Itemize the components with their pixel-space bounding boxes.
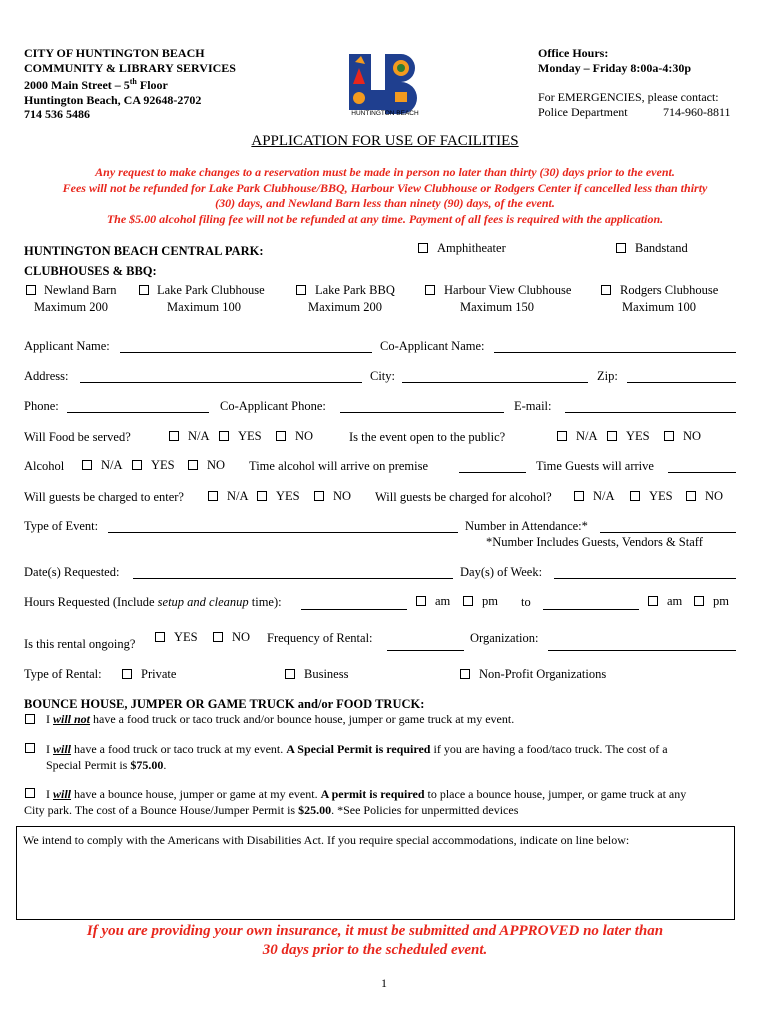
ongoing-no-label: NO: [232, 630, 251, 644]
bandstand-label: Bandstand: [635, 241, 688, 255]
end-pm-label: pm: [713, 594, 729, 608]
enter-yes-checkbox[interactable]: [257, 491, 267, 501]
newland-barn-capacity: Maximum 200: [34, 300, 108, 314]
charged-alcohol-no-checkbox[interactable]: [686, 491, 696, 501]
no-truck-checkbox[interactable]: [25, 714, 35, 724]
alcohol-no-checkbox[interactable]: [188, 460, 198, 470]
enter-no-label: NO: [333, 489, 352, 503]
alcohol-label: Alcohol: [24, 459, 65, 473]
lake-park-clubhouse-checkbox[interactable]: [139, 285, 149, 295]
org-phone: 714 536 5486: [24, 107, 90, 121]
public-no-label: NO: [683, 429, 702, 443]
hours-requested-label: Hours Requested (Include setup and cleanup time):: [24, 595, 282, 609]
bounce-house-text: I will have a bounce house, jumper or game at my event. A permit is required to place a bounce house, jumper, or game truck at any City park. The cost of a Bounce House/Jumper Permit is $25.00. *See Policies for unpermitted devices: [24, 787, 687, 817]
enter-na-checkbox[interactable]: [208, 491, 218, 501]
notice-line: (30) days, and Newland Barn less than ninety (90) days, of the event.: [215, 196, 555, 210]
public-no-checkbox[interactable]: [664, 431, 674, 441]
co-applicant-phone-label: Co-Applicant Phone:: [220, 399, 326, 413]
start-am-label: am: [435, 594, 451, 608]
charged-enter-label: Will guests be charged to enter?: [24, 490, 184, 504]
alcohol-na-label: N/A: [101, 458, 123, 472]
email-label: E-mail:: [514, 399, 552, 413]
charged-alcohol-label: Will guests be charged for alcohol?: [375, 490, 552, 504]
rodgers-clubhouse-checkbox[interactable]: [601, 285, 611, 295]
police-phone: 714-960-8811: [663, 105, 731, 119]
office-hours-value: Monday – Friday 8:00a-4:30p: [538, 61, 691, 75]
logo-caption: HUNTINGTON BEACH: [351, 110, 419, 117]
alcohol-time-label: Time alcohol will arrive on premise: [249, 459, 429, 473]
charged-alcohol-yes-label: YES: [649, 489, 673, 503]
applicant-name-label: Applicant Name:: [24, 339, 110, 353]
emergency-contact-line: For EMERGENCIES, please contact:: [538, 90, 719, 104]
attendance-field[interactable]: [600, 532, 736, 533]
lake-park-clubhouse-label: Lake Park Clubhouse: [157, 283, 265, 297]
office-hours-label: Office Hours:: [538, 46, 609, 60]
alcohol-no-label: NO: [207, 458, 226, 472]
private-checkbox[interactable]: [122, 669, 132, 679]
alcohol-na-checkbox[interactable]: [82, 460, 92, 470]
days-of-week-field[interactable]: [554, 578, 736, 579]
food-no-label: NO: [295, 429, 314, 443]
public-yes-checkbox[interactable]: [607, 431, 617, 441]
lake-park-bbq-capacity: Maximum 200: [308, 300, 382, 314]
food-truck-checkbox[interactable]: [25, 743, 35, 753]
charged-alcohol-no-label: NO: [705, 489, 724, 503]
email-field[interactable]: [565, 412, 736, 413]
lake-park-bbq-label: Lake Park BBQ: [315, 283, 395, 297]
rental-ongoing-label: Is this rental ongoing?: [24, 637, 136, 651]
zip-field[interactable]: [627, 382, 736, 383]
organization-label: Organization:: [470, 631, 539, 645]
notice-line: Fees will not be refunded for Lake Park Clubhouse/BBQ, Harbour View Clubhouse or Rodgers Center if cancelled less than thirty: [62, 180, 708, 195]
enter-no-checkbox[interactable]: [314, 491, 324, 501]
food-yes-label: YES: [238, 429, 262, 443]
charged-alcohol-na-label: N/A: [593, 489, 615, 503]
end-time-field[interactable]: [543, 609, 639, 610]
charged-alcohol-yes-checkbox[interactable]: [630, 491, 640, 501]
food-truck-text: I will have a food truck or taco truck at my event. A Special Permit is required if you are having a food/taco truck. The cost of a Special Permit is $75.00.: [46, 742, 668, 772]
insurance-line: 30 days prior to the scheduled event.: [262, 942, 488, 958]
end-pm-checkbox[interactable]: [694, 596, 704, 606]
notice-line: The $5.00 alcohol filing fee will not be refunded at any time. Payment of all fees is required with the application.: [106, 211, 664, 226]
alcohol-time-field[interactable]: [459, 472, 526, 473]
organization-field[interactable]: [548, 650, 736, 651]
bandstand-checkbox[interactable]: [616, 243, 626, 253]
co-applicant-phone-field[interactable]: [340, 412, 504, 413]
enter-na-label: N/A: [227, 489, 249, 503]
amphitheater-label: Amphitheater: [437, 241, 506, 255]
dates-requested-label: Date(s) Requested:: [24, 565, 120, 579]
co-applicant-name-label: Co-Applicant Name:: [380, 339, 485, 353]
zip-label: Zip:: [597, 369, 618, 383]
event-open-label: Is the event open to the public?: [349, 430, 506, 444]
address-field[interactable]: [80, 382, 362, 383]
food-na-checkbox[interactable]: [169, 431, 179, 441]
food-na-label: N/A: [188, 429, 210, 443]
org-address-block: [24, 46, 236, 122]
start-time-field[interactable]: [301, 609, 407, 610]
central-park-heading: HUNTINGTON BEACH CENTRAL PARK:: [24, 244, 264, 258]
public-na-checkbox[interactable]: [557, 431, 567, 441]
police-label: Police Department: [538, 105, 628, 119]
refund-notices: [0, 165, 770, 227]
food-no-checkbox[interactable]: [276, 431, 286, 441]
harbour-view-checkbox[interactable]: [425, 285, 435, 295]
alcohol-yes-checkbox[interactable]: [132, 460, 142, 470]
end-am-checkbox[interactable]: [648, 596, 658, 606]
type-of-event-field[interactable]: [108, 532, 458, 533]
address-label: Address:: [24, 369, 69, 383]
start-am-checkbox[interactable]: [416, 596, 426, 606]
rodgers-clubhouse-label: Rodgers Clubhouse: [620, 283, 719, 297]
frequency-label: Frequency of Rental:: [267, 631, 373, 645]
ada-accommodations-box[interactable]: [16, 826, 735, 920]
org-city: Huntington Beach, CA 92648-2702: [24, 92, 202, 107]
charged-alcohol-na-checkbox[interactable]: [574, 491, 584, 501]
ongoing-yes-checkbox[interactable]: [155, 632, 165, 642]
phone-label: Phone:: [24, 399, 59, 413]
no-truck-text: I will not have a food truck or taco truck and/or bounce house, jumper or game truck at my event.: [46, 712, 515, 726]
enter-yes-label: YES: [276, 489, 300, 503]
notice-line: Any request to make changes to a reservation must be made in person no later than thirty (30) days prior to the event.: [95, 165, 675, 179]
rodgers-clubhouse-capacity: Maximum 100: [622, 300, 696, 314]
co-applicant-name-field[interactable]: [494, 352, 736, 353]
insurance-notice: [0, 922, 750, 960]
food-served-label: Will Food be served?: [24, 430, 131, 444]
attendance-label: Number in Attendance:*: [465, 519, 588, 533]
city-logo: [345, 50, 425, 120]
city-label: City:: [370, 369, 396, 383]
attendance-note: *Number Includes Guests, Vendors & Staff: [486, 535, 703, 549]
page-number: 1: [381, 976, 387, 990]
frequency-field[interactable]: [387, 650, 464, 651]
org-name: CITY OF HUNTINGTON BEACH: [24, 46, 205, 60]
newland-barn-checkbox[interactable]: [26, 285, 36, 295]
type-of-rental-label: Type of Rental:: [24, 667, 102, 681]
guests-time-field[interactable]: [668, 472, 736, 473]
newland-barn-label: Newland Barn: [44, 283, 117, 297]
to-label: to: [521, 595, 531, 609]
insurance-line: If you are providing your own insurance, it must be submitted and APPROVED no later than: [86, 923, 664, 939]
days-of-week-label: Day(s) of Week:: [460, 565, 543, 579]
guests-time-label: Time Guests will arrive: [536, 459, 654, 473]
org-street: 2000 Main Street – 5th Floor: [24, 77, 168, 92]
alcohol-yes-label: YES: [151, 458, 175, 472]
bounce-heading: BOUNCE HOUSE, JUMPER OR GAME TRUCK and/or FOOD TRUCK:: [24, 697, 425, 711]
start-pm-checkbox[interactable]: [463, 596, 473, 606]
harbour-view-label: Harbour View Clubhouse: [444, 283, 572, 297]
lake-park-bbq-checkbox[interactable]: [296, 285, 306, 295]
end-am-label: am: [667, 594, 683, 608]
business-checkbox[interactable]: [285, 669, 295, 679]
public-na-label: N/A: [576, 429, 598, 443]
nonprofit-label: Non-Profit Organizations: [479, 667, 607, 681]
ongoing-no-checkbox[interactable]: [213, 632, 223, 642]
ongoing-yes-label: YES: [174, 630, 198, 644]
business-label: Business: [304, 667, 349, 681]
private-label: Private: [141, 667, 177, 681]
dates-requested-field[interactable]: [133, 578, 453, 579]
public-yes-label: YES: [626, 429, 650, 443]
type-of-event-label: Type of Event:: [24, 519, 99, 533]
food-yes-checkbox[interactable]: [219, 431, 229, 441]
city-field[interactable]: [402, 382, 588, 383]
amphitheater-checkbox[interactable]: [418, 243, 428, 253]
harbour-view-capacity: Maximum 150: [460, 300, 534, 314]
org-department: COMMUNITY & LIBRARY SERVICES: [24, 60, 236, 75]
phone-field[interactable]: [67, 412, 209, 413]
applicant-name-field[interactable]: [120, 352, 372, 353]
lake-park-clubhouse-capacity: Maximum 100: [167, 300, 241, 314]
nonprofit-checkbox[interactable]: [460, 669, 470, 679]
page-title: APPLICATION FOR USE OF FACILITIES: [251, 133, 519, 149]
clubhouses-heading: CLUBHOUSES & BBQ:: [24, 264, 157, 278]
ada-text: We intend to comply with the Americans with Disabilities Act. If you require special accommodations, indicate on line below:: [23, 833, 630, 847]
start-pm-label: pm: [482, 594, 498, 608]
